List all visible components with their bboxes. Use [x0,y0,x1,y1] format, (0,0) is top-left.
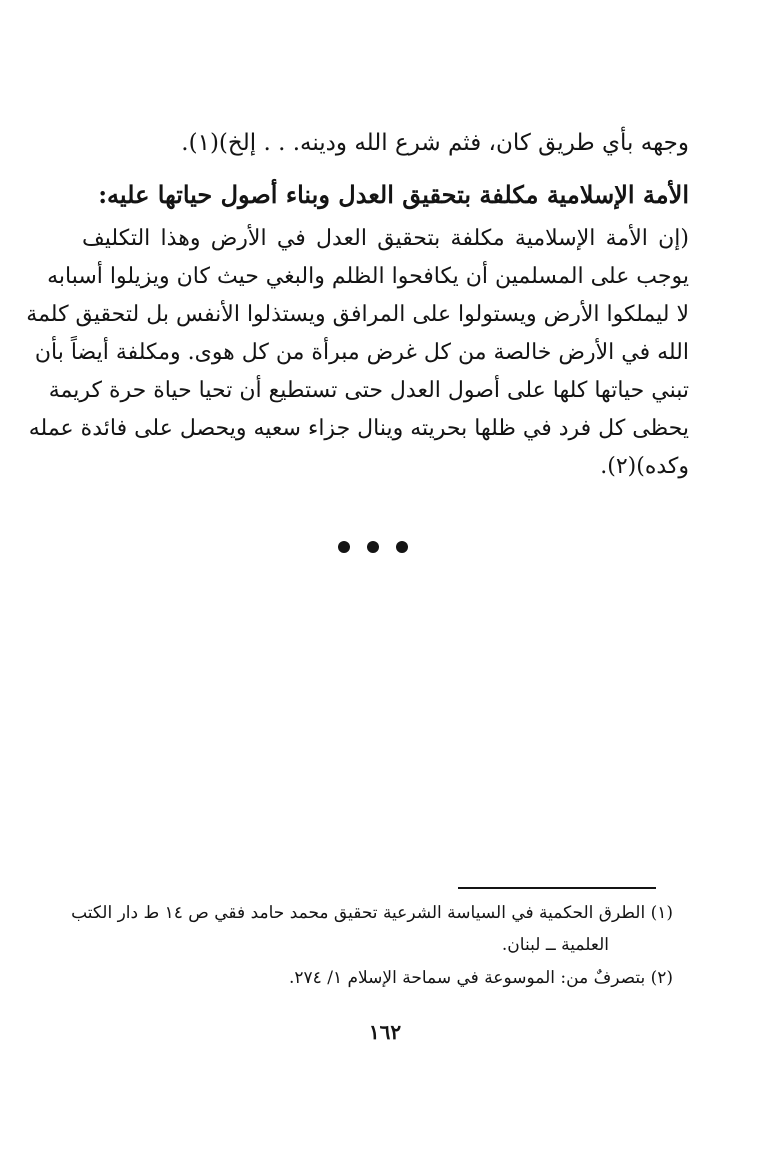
page-number: ١٦٢ [368,1020,402,1044]
paragraph-line: تبني حياتها كلها على أصول العدل حتى تستطيع أن تحيا حياة حرة كريمة [48,378,689,403]
separator-dot [338,541,350,553]
paragraph-line: الله في الأرض خالصة من كل غرض مبرأة من كل هوى. ومكلفة أيضاً بأن [34,340,689,365]
separator-dot [367,541,379,553]
section-heading: الأمة الإسلامية مكلفة بتحقيق العدل وبناء أصول حياتها عليه: [98,180,689,209]
footnote-1: (١) الطرق الحكمية في السياسة الشرعية تحقيق محمد حامد فقي ص ١٤ ط دار الكتب [71,903,673,923]
paragraph-line: يوجب على المسلمين أن يكافحوا الظلم والبغي حيث كان ويزيلوا أسبابه [47,264,689,289]
section-separator [338,540,408,554]
paragraph-line: لا ليملكوا الأرض ويستولوا على المرافق ويستذلوا الأنفس بل لتحقيق كلمة [26,302,689,327]
paragraph-line: (إن الأمة الإسلامية مكلفة بتحقيق العدل في الأرض وهذا التكليف [82,226,689,251]
footnote-1-continuation: العلمية ــ لبنان. [501,935,609,955]
paragraph-line: يحظى كل فرد في ظلها بحريته وينال جزاء سعيه ويحصل على فائدة عمله [28,416,689,441]
footnote-2: (٢) بتصرفٌ من: الموسوعة في سماحة الإسلام ١/ ٢٧٤. [288,968,673,988]
paragraph-last-line: وكده)(٢). [600,454,689,479]
continuation-line: وجهه بأي طريق كان، فثم شرع الله ودينه. . . إلخ)(١). [181,130,689,156]
separator-dot [396,541,408,553]
footnote-divider [458,887,656,889]
